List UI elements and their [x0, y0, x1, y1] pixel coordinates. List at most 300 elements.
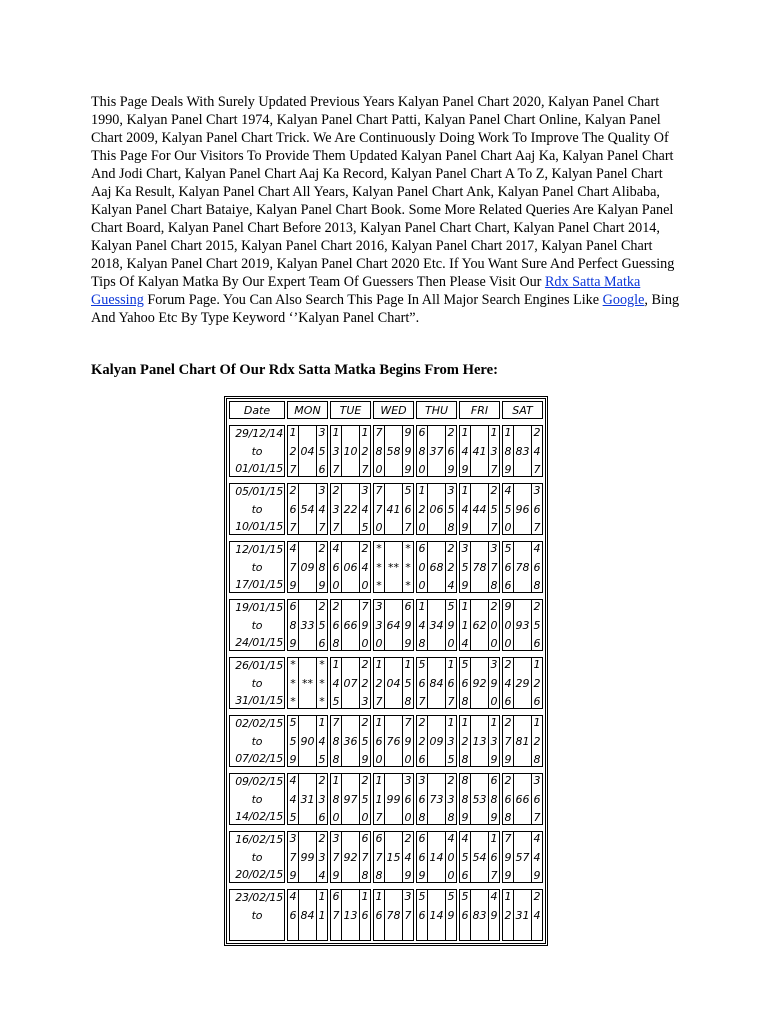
- date-from: 05/01/15: [235, 485, 283, 498]
- open-panel: [288, 541, 298, 593]
- open-panel: [374, 599, 384, 651]
- open-digit: 9: [504, 600, 512, 613]
- open-digit: 9: [289, 753, 297, 766]
- open-panel: [503, 425, 513, 477]
- open-panel: [503, 715, 513, 767]
- close-digit: 9: [404, 734, 412, 748]
- close-digit: 6: [361, 908, 369, 922]
- close-digit: 0: [490, 618, 498, 632]
- open-digit: 4: [418, 618, 426, 632]
- close-digit: 2: [533, 676, 541, 690]
- open-digit: *: [376, 579, 382, 592]
- open-digit: [291, 926, 295, 941]
- close-digit: 5: [361, 521, 369, 534]
- close-digit: 2: [447, 774, 455, 787]
- close-digit: 2: [447, 542, 455, 555]
- jodi-value: 13: [472, 734, 487, 748]
- close-digit: 9: [533, 869, 541, 882]
- open-digit: 9: [461, 579, 469, 592]
- open-digit: 7: [418, 695, 426, 708]
- week-row: [227, 713, 545, 769]
- open-digit: 1: [461, 426, 469, 439]
- open-digit: 1: [461, 618, 469, 632]
- week-row: [227, 887, 545, 943]
- open-digit: 8: [418, 637, 426, 650]
- open-digit: 7: [375, 502, 383, 516]
- close-panel: [446, 657, 456, 709]
- close-digit: 2: [361, 658, 369, 671]
- close-digit: 2: [361, 676, 369, 690]
- jodi-value: **: [302, 676, 313, 690]
- close-digit: 2: [404, 832, 412, 845]
- jodi-value: 90: [300, 734, 315, 748]
- open-digit: 2: [418, 734, 426, 748]
- open-panel: [331, 541, 341, 593]
- open-panel: [460, 657, 470, 709]
- open-digit: 1: [289, 426, 297, 439]
- close-panel: [489, 425, 499, 477]
- date-from: 16/02/15: [235, 833, 283, 846]
- open-panel: [288, 599, 298, 651]
- open-digit: 8: [418, 444, 426, 458]
- close-digit: 6: [533, 502, 541, 516]
- close-digit: 2: [318, 774, 326, 787]
- jodi-value: 58: [386, 444, 401, 458]
- close-digit: 7: [490, 463, 498, 476]
- close-panel: [489, 541, 499, 593]
- close-digit: 2: [318, 542, 326, 555]
- close-digit: 3: [361, 695, 369, 708]
- open-digit: *: [290, 695, 296, 708]
- close-digit: 6: [490, 850, 498, 864]
- close-digit: 3: [490, 734, 498, 748]
- close-panel: [532, 483, 542, 535]
- close-digit: 2: [533, 734, 541, 748]
- close-digit: 0: [447, 869, 455, 882]
- close-digit: *: [319, 658, 325, 671]
- jodi-value: 10: [343, 444, 358, 458]
- close-digit: 5: [318, 444, 326, 458]
- close-digit: 2: [533, 890, 541, 903]
- close-panel: [446, 889, 456, 941]
- google-link[interactable]: Google: [602, 292, 645, 308]
- close-digit: 9: [318, 579, 326, 592]
- open-panel: [503, 657, 513, 709]
- close-digit: 6: [447, 444, 455, 458]
- jodi-value: 84: [300, 908, 315, 922]
- close-panel: [360, 599, 370, 651]
- close-digit: 0: [404, 753, 412, 766]
- close-digit: 2: [490, 600, 498, 613]
- open-digit: 6: [418, 753, 426, 766]
- close-digit: 3: [490, 542, 498, 555]
- open-digit: 4: [461, 637, 469, 650]
- open-digit: 8: [461, 792, 469, 806]
- close-digit: 7: [318, 521, 326, 534]
- open-digit: 1: [332, 658, 340, 671]
- open-digit: 9: [289, 637, 297, 650]
- open-digit: 1: [461, 716, 469, 729]
- open-digit: 5: [332, 695, 340, 708]
- open-digit: 5: [289, 734, 297, 748]
- jodi-value: 41: [386, 502, 401, 516]
- date-to-label: to: [251, 676, 263, 690]
- close-digit: 7: [404, 521, 412, 534]
- close-digit: 9: [447, 618, 455, 632]
- close-panel: [532, 425, 542, 477]
- close-digit: 2: [318, 832, 326, 845]
- close-panel: [403, 657, 413, 709]
- close-panel: [317, 889, 327, 941]
- close-digit: 1: [490, 832, 498, 845]
- open-panel: [460, 425, 470, 477]
- jodi-value: 34: [429, 618, 444, 632]
- open-panel: [460, 773, 470, 825]
- open-digit: 1: [375, 774, 383, 787]
- open-panel: [374, 425, 384, 477]
- open-digit: 2: [332, 484, 340, 497]
- close-digit: *: [319, 695, 325, 708]
- open-digit: 6: [418, 908, 426, 922]
- close-digit: 9: [447, 463, 455, 476]
- close-panel: [532, 657, 542, 709]
- open-digit: 1: [418, 600, 426, 613]
- open-digit: 9: [504, 463, 512, 476]
- jodi-value: 78: [515, 560, 530, 574]
- close-digit: 8: [447, 521, 455, 534]
- close-digit: 6: [533, 792, 541, 806]
- open-digit: 0: [504, 637, 512, 650]
- open-digit: 6: [461, 676, 469, 690]
- jodi-value: 15: [386, 850, 401, 864]
- open-digit: 2: [504, 658, 512, 671]
- header-thu: THU: [416, 401, 457, 419]
- close-panel: [360, 483, 370, 535]
- close-digit: 7: [533, 463, 541, 476]
- jodi-value: **: [388, 560, 399, 574]
- open-digit: 6: [504, 792, 512, 806]
- close-digit: 0: [490, 637, 498, 650]
- close-digit: 3: [533, 774, 541, 787]
- open-digit: 4: [504, 484, 512, 497]
- close-digit: 4: [490, 890, 498, 903]
- close-digit: 8: [490, 792, 498, 806]
- close-digit: 2: [361, 444, 369, 458]
- open-digit: 6: [375, 908, 383, 922]
- jodi-value: 33: [300, 618, 315, 632]
- close-panel: [360, 715, 370, 767]
- close-digit: 3: [318, 850, 326, 864]
- open-digit: [463, 926, 467, 941]
- open-panel: [460, 541, 470, 593]
- open-digit: 6: [418, 542, 426, 555]
- open-digit: 1: [504, 890, 512, 903]
- close-panel: [446, 541, 456, 593]
- open-digit: 7: [289, 521, 297, 534]
- close-digit: 5: [447, 502, 455, 516]
- open-digit: 9: [418, 869, 426, 882]
- open-panel: [460, 715, 470, 767]
- open-panel: [331, 657, 341, 709]
- close-digit: 2: [361, 716, 369, 729]
- close-panel: [317, 715, 327, 767]
- close-digit: 9: [490, 753, 498, 766]
- open-digit: 6: [504, 579, 512, 592]
- close-panel: [446, 425, 456, 477]
- open-panel: [417, 599, 427, 651]
- open-digit: 4: [289, 542, 297, 555]
- close-digit: 7: [361, 463, 369, 476]
- week-date-range: [229, 599, 285, 651]
- open-digit: 0: [375, 637, 383, 650]
- jodi-value: 92: [472, 676, 487, 690]
- close-digit: 0: [447, 637, 455, 650]
- rdx-guessing-link[interactable]: Rdx Satta Matka Guessing: [91, 274, 641, 308]
- jodi-value: 09: [300, 560, 315, 574]
- close-digit: 5: [404, 484, 412, 497]
- close-digit: 6: [361, 832, 369, 845]
- close-panel: [489, 715, 499, 767]
- week-date-range: [229, 831, 285, 883]
- open-digit: 0: [504, 618, 512, 632]
- close-panel: [403, 425, 413, 477]
- open-digit: 6: [461, 908, 469, 922]
- jodi-value: 54: [300, 502, 315, 516]
- intro-text: This Page Deals With Surely Updated Previous Years Kalyan Panel Chart 2020, Kalyan Panel Chart 1990, Kalyan Panel Chart 1974, Kalyan Panel Chart Patti, Kalyan Panel Chart Online, Kalyan Panel Chart 2009, Kalyan Panel Chart Trick. We Are Continuously Doing Work To Improve The Quality Of This Page For Our Visitors To Provide Them Updated Kalyan Panel Chart Aaj Ka, Kalyan Panel Chart And Jodi Chart, Kalyan Panel Chart Aaj Ka Record, Kalyan Panel Chart A To Z, Kalyan Panel Chart Aaj Ka Result, Kalyan Panel Chart All Years, Kalyan Panel Chart Ank, Kalyan Panel Chart Alibaba, Kalyan Panel Chart Bataiye, Kalyan Panel Chart Book. Some More Related Queries Are Kalyan Panel Chart Board, Kalyan Panel Chart Before 2013, Kalyan Panel Chart Chart, Kalyan Panel Chart 2014, Kalyan Panel Chart 2015, Kalyan Panel Chart 2016, Kalyan Panel Chart 2017, Kalyan Panel Chart 2018, Kalyan Panel Chart 2019, Kalyan Panel Chart 2020 Etc. If You Want Sure And Perfect Guessing Tips Of Kalyan Matka By Our Expert Team Of Guessers Then Please Visit Our: [91, 94, 675, 290]
- jodi-value: 73: [429, 792, 444, 806]
- close-panel: [489, 831, 499, 883]
- open-digit: 8: [461, 753, 469, 766]
- close-digit: 7: [490, 521, 498, 534]
- open-digit: 2: [418, 716, 426, 729]
- close-digit: 9: [404, 618, 412, 632]
- open-digit: 3: [332, 502, 340, 516]
- close-panel: [532, 541, 542, 593]
- close-digit: 3: [533, 484, 541, 497]
- open-digit: 1: [375, 716, 383, 729]
- jodi-value: 68: [429, 560, 444, 574]
- close-digit: [406, 926, 410, 941]
- jodi-value: 64: [386, 618, 401, 632]
- open-digit: 6: [461, 869, 469, 882]
- open-digit: 4: [289, 890, 297, 903]
- jodi-value: 14: [429, 850, 444, 864]
- open-digit: 2: [418, 502, 426, 516]
- close-panel: [317, 483, 327, 535]
- close-panel: [446, 599, 456, 651]
- open-digit: 0: [504, 521, 512, 534]
- date-from: 23/02/15: [235, 891, 283, 904]
- close-panel: [489, 773, 499, 825]
- close-digit: 8: [533, 753, 541, 766]
- close-digit: 7: [533, 521, 541, 534]
- close-panel: [489, 657, 499, 709]
- close-panel: [317, 425, 327, 477]
- close-digit: 3: [490, 658, 498, 671]
- date-from: 02/02/15: [235, 717, 283, 730]
- open-digit: 7: [289, 850, 297, 864]
- jodi-value: 04: [300, 444, 315, 458]
- open-digit: 0: [375, 521, 383, 534]
- close-digit: 9: [490, 811, 498, 824]
- open-digit: 0: [418, 560, 426, 574]
- close-digit: 5: [447, 600, 455, 613]
- close-digit: 8: [490, 579, 498, 592]
- close-panel: [317, 541, 327, 593]
- close-panel: [403, 773, 413, 825]
- close-digit: 9: [361, 618, 369, 632]
- open-digit: 0: [332, 579, 340, 592]
- close-digit: 8: [533, 579, 541, 592]
- close-digit: 3: [447, 792, 455, 806]
- open-digit: 2: [504, 716, 512, 729]
- close-digit: 4: [533, 832, 541, 845]
- close-digit: 6: [404, 502, 412, 516]
- close-panel: [317, 773, 327, 825]
- open-digit: 5: [504, 502, 512, 516]
- close-digit: 4: [318, 734, 326, 748]
- open-digit: [420, 926, 424, 941]
- open-digit: [506, 926, 510, 941]
- open-digit: 3: [418, 774, 426, 787]
- close-digit: 1: [490, 426, 498, 439]
- intro-text-mid: Forum Page. You Can Also Search This Page In All Major Search Engines Like: [143, 292, 603, 308]
- close-digit: [320, 926, 324, 941]
- open-panel: [288, 715, 298, 767]
- close-digit: 7: [404, 908, 412, 922]
- close-digit: [449, 926, 453, 941]
- close-digit: 9: [404, 463, 412, 476]
- open-digit: 9: [461, 463, 469, 476]
- close-digit: 4: [447, 579, 455, 592]
- open-digit: 3: [461, 542, 469, 555]
- open-digit: 8: [332, 753, 340, 766]
- close-digit: 0: [361, 579, 369, 592]
- close-panel: [446, 773, 456, 825]
- open-digit: 7: [375, 484, 383, 497]
- open-digit: 4: [332, 676, 340, 690]
- open-digit: 1: [375, 792, 383, 806]
- open-panel: [374, 483, 384, 535]
- open-digit: [334, 926, 338, 941]
- open-panel: [503, 541, 513, 593]
- open-digit: 2: [375, 676, 383, 690]
- open-digit: 5: [289, 716, 297, 729]
- jodi-value: 07: [343, 676, 358, 690]
- close-digit: 8: [361, 869, 369, 882]
- open-digit: *: [376, 560, 382, 574]
- week-date-range: [229, 773, 285, 825]
- jodi-value: 76: [386, 734, 401, 748]
- open-digit: 6: [418, 850, 426, 864]
- open-panel: [331, 425, 341, 477]
- open-digit: 7: [332, 850, 340, 864]
- open-digit: *: [290, 658, 296, 671]
- open-digit: 1: [504, 426, 512, 439]
- close-panel: [532, 831, 542, 883]
- jodi-value: 04: [386, 676, 401, 690]
- close-panel: [360, 831, 370, 883]
- jodi-value: 83: [515, 444, 530, 458]
- close-panel: [489, 483, 499, 535]
- close-digit: 1: [447, 716, 455, 729]
- open-digit: 6: [418, 426, 426, 439]
- close-digit: 7: [490, 869, 498, 882]
- open-panel: [417, 425, 427, 477]
- jodi-value: 99: [300, 850, 315, 864]
- header-tue: TUE: [330, 401, 371, 419]
- week-date-range: [229, 657, 285, 709]
- date-to: 20/02/15: [235, 868, 283, 881]
- open-digit: 8: [418, 811, 426, 824]
- jodi-value: 37: [429, 444, 444, 458]
- close-digit: 7: [447, 695, 455, 708]
- open-digit: 1: [418, 484, 426, 497]
- close-panel: [532, 715, 542, 767]
- open-panel: [460, 889, 470, 941]
- close-digit: 1: [318, 908, 326, 922]
- close-digit: 1: [533, 716, 541, 729]
- open-digit: 7: [332, 521, 340, 534]
- week-row: [227, 481, 545, 537]
- close-panel: [403, 541, 413, 593]
- open-panel: [417, 831, 427, 883]
- open-digit: 7: [375, 695, 383, 708]
- close-digit: 8: [318, 560, 326, 574]
- close-panel: [403, 715, 413, 767]
- chart-header-row: [227, 399, 545, 423]
- open-panel: [417, 483, 427, 535]
- close-panel: [403, 831, 413, 883]
- week-row: [227, 829, 545, 885]
- open-digit: 7: [375, 850, 383, 864]
- open-panel: [460, 599, 470, 651]
- close-panel: [446, 831, 456, 883]
- open-digit: 7: [375, 426, 383, 439]
- date-from: 19/01/15: [235, 601, 283, 614]
- close-digit: 9: [490, 676, 498, 690]
- week-row: [227, 423, 545, 479]
- open-digit: 2: [289, 444, 297, 458]
- open-digit: 8: [504, 444, 512, 458]
- jodi-value: 44: [472, 502, 487, 516]
- open-digit: 7: [289, 560, 297, 574]
- jodi-value: 09: [429, 734, 444, 748]
- open-panel: [331, 715, 341, 767]
- close-digit: 9: [404, 444, 412, 458]
- open-digit: 1: [375, 890, 383, 903]
- close-digit: 4: [361, 502, 369, 516]
- close-digit: 1: [533, 658, 541, 671]
- open-digit: 4: [289, 774, 297, 787]
- jodi-value: 31: [515, 908, 530, 922]
- open-digit: 5: [461, 850, 469, 864]
- open-digit: 8: [332, 792, 340, 806]
- close-digit: 6: [318, 463, 326, 476]
- date-to-label: to: [251, 444, 263, 458]
- close-digit: 3: [318, 484, 326, 497]
- date-to: 14/02/15: [235, 810, 283, 823]
- close-panel: [489, 599, 499, 651]
- open-digit: 6: [289, 908, 297, 922]
- open-digit: 6: [418, 792, 426, 806]
- jodi-value: 36: [343, 734, 358, 748]
- close-digit: *: [405, 579, 411, 592]
- close-digit: 5: [361, 792, 369, 806]
- close-digit: 4: [447, 832, 455, 845]
- open-digit: 7: [504, 734, 512, 748]
- close-digit: 4: [318, 502, 326, 516]
